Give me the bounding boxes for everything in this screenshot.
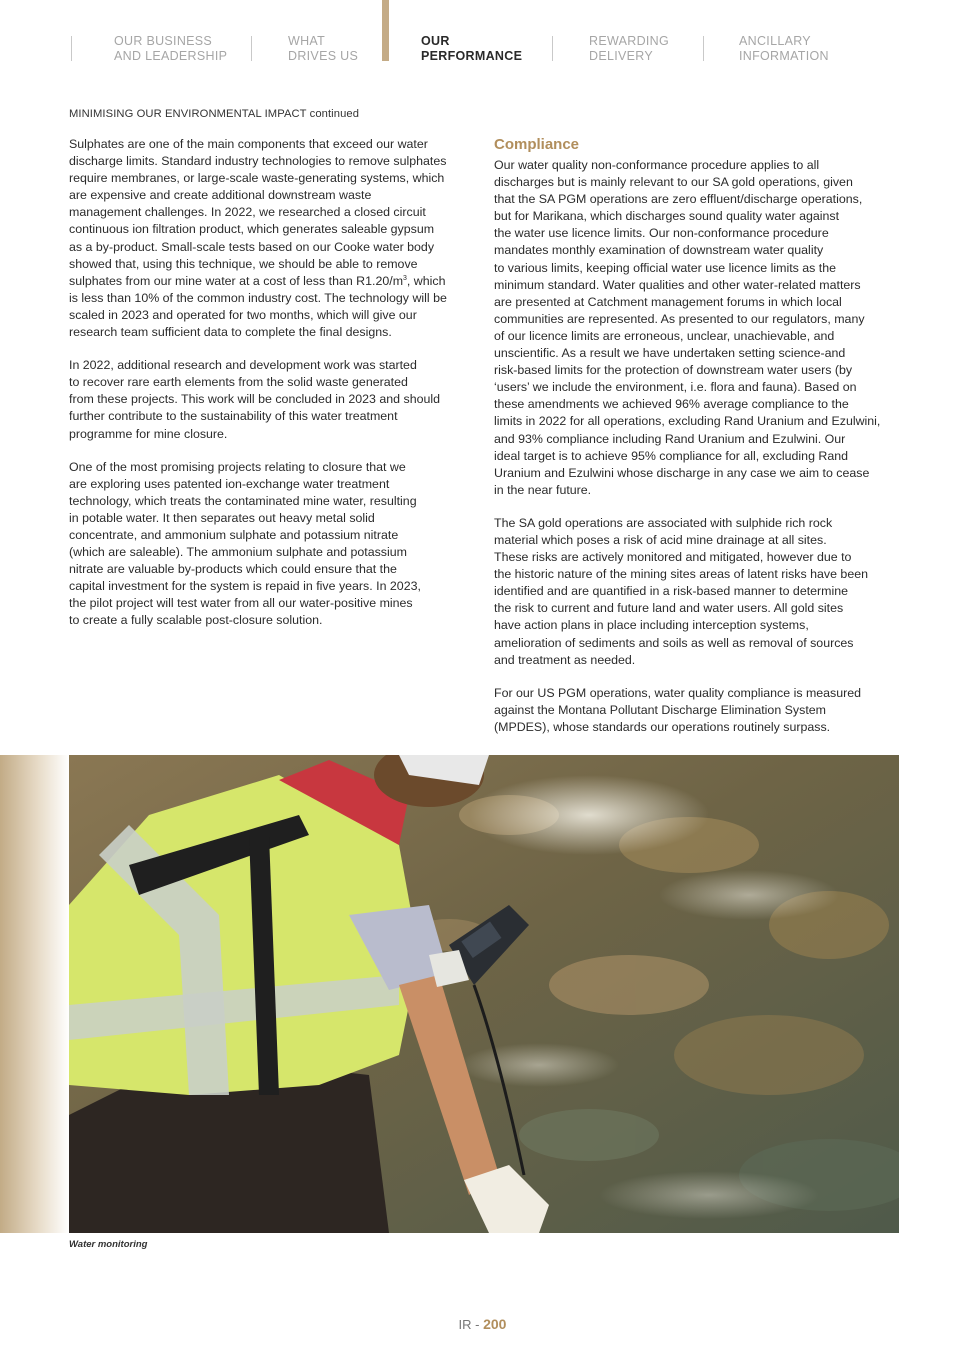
nav-item-label: OUR [421,34,450,48]
nav-separator [251,36,252,61]
compliance-heading: Compliance [494,136,580,153]
nav-item-label: INFORMATION [739,49,829,63]
nav-item-label: DELIVERY [589,49,654,63]
water-monitoring-photo [69,755,899,1233]
right-column [494,136,900,752]
nav-item-what-drives-us[interactable] [288,34,358,64]
paragraph: The SA gold operations are associated with sulphide rich rock material which poses a risk of acid mine drainage at all sites. These risks are actively monitored and mitigated, however due to the historic nature of the mining sites areas of latent risks have been identified and are quantified in a risk-based manner to determine the risk to current and future land and water users. All gold sites have action plans in place including interception systems, amelioration of sediments and soils as well as removal of sources and treatment as needed. [494,515,868,667]
nav-separator [552,36,553,61]
nav-item-ancillary-information[interactable] [739,34,829,64]
photo-caption: Water monitoring [69,1239,148,1250]
paragraph-text: , which is less than 10% of the common industry cost. The technology will be scaled in 2023 and operated for two months, which will give our research team sufficient data to complete the final designs. [69,273,447,340]
nav-item-label: DRIVES US [288,49,359,63]
superscript: 3 [403,274,407,282]
nav-item-label: PERFORMANCE [421,49,523,63]
section-heading: MINIMISING OUR ENVIRONMENTAL IMPACT continued [69,108,360,120]
nav-item-label: WHAT [288,34,326,48]
nav-item-label: AND LEADERSHIP [114,49,228,63]
top-navigation [0,0,965,70]
paragraph: For our US PGM operations, water quality compliance is measured against the Montana Pollutant Discharge Elimination System (MPDES), whose standards our operations routinely surpass. [494,685,862,734]
page-number-value: 200 [483,1316,507,1332]
nav-item-our-business[interactable] [114,34,227,64]
nav-item-our-performance[interactable] [421,34,522,64]
left-column [69,136,471,646]
nav-separator [71,36,72,61]
nav-item-label: OUR BUSINESS [114,34,213,48]
nav-item-label: REWARDING [589,34,670,48]
paragraph: In 2022, additional research and development work was started to recover rare earth elements from the solid waste generated from these projects. This work will be concluded in 2023 and should further contribute to the sustainability of this water treatment programme for mine closure. [69,358,441,441]
paragraph: One of the most promising projects relating to closure that we are exploring uses patented ion-exchange water treatment technology, which treats the contaminated mine water, resulting in potable water. It then separates out heavy metal solid concentrate, and ammonium sulphate and potassium nitrate (which are saleable). The ammonium sulphate and potassium nitrate are valuable by-products which could ensure that the capital investment for the system is repaid in five years. In 2023, the pilot project will test water from all our water-positive mines to create a fully scalable post-closure solution. [69,459,421,628]
nav-item-label: ANCILLARY [739,34,811,48]
paragraph-text: Sulphates are one of the main components that exceed our water discharge limits. Standard industry technologies to remove sulphates require membranes, or large-scale waste-generating systems, which are expensive and create additional downstream waste management challenges. In 2022, we researched a closed circuit continuous ion filtration product, which generates saleable gypsum as a by-product. Small-scale tests based on our Cooke water body showed that, using this technique, we should be able to remove sulphates from our mine water at a cost of less than R1.20/m [69,137,447,288]
page-prefix: IR - [458,1317,484,1332]
nav-item-rewarding-delivery[interactable] [589,34,669,64]
page-number [0,1316,965,1332]
nav-separator [703,36,704,61]
paragraph [69,136,471,341]
decorative-gradient [0,755,69,1233]
active-section-indicator [382,0,389,61]
paragraph: Our water quality non-conformance procedure applies to all discharges but is mainly relevant to our SA gold operations, given that the SA PGM operations are zero effluent/discharge operations, but for Marikana, which discharges sound quality water against the water use licence limits. Our non-conformance procedure mandates monthly examination of downstream water quality to various limits, keeping official water use licence limits as the minimum standard. Water qualities and other water-related matters are presented at Catchment management forums in which local communities are represented. As presented to our regulators, many of our licence limits are erroneous, unclear, unachievable, and unscientific. As a result we have undertaken setting science-and risk-based limits for the protection of downstream water users (by ‘users’ we include the environment, i.e. flora and fauna). Based on these amendments we achieved 96% average compliance to the limits in 2022 for all operations, excluding Rand Uranium and Ezulwini, and 93% compliance including Rand Uranium and Ezulwini. Our ideal target is to achieve 95% compliance for all, excluding Rand Uranium and Ezulwini whose discharge in any case we aim to cease in the near future. [494,158,881,497]
